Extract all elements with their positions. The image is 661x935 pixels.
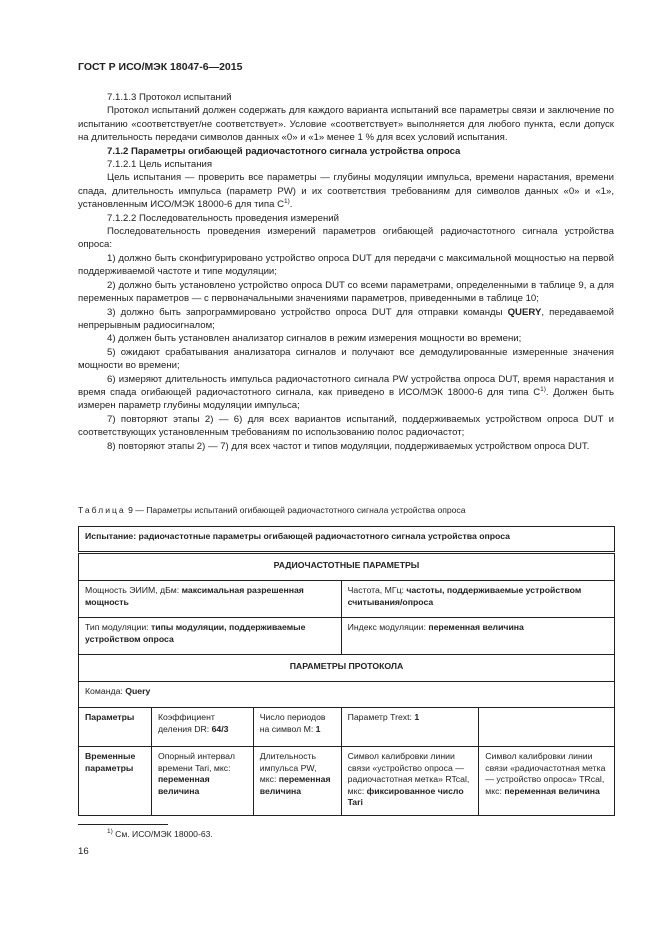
table-cell: Временные параметры [79,747,152,816]
text: 9 — Параметры испытаний огибающей радиочастотного сигнала устройства опроса [125,505,466,515]
section-7-1-2-1: 7.1.2.1 Цель испытания [107,159,213,171]
text: . Должен быть измерен параметр глубины модуляции импульса; [78,386,614,412]
list-item [78,373,614,413]
text: 1 [414,712,420,722]
list-item: 8) повторяют этапы 2) — 7) для всех частот и типов модуляции, поддерживаемых устройством опроса DUT. [107,440,590,452]
table-row [79,655,615,682]
text: переменная величина [504,785,600,796]
table-cell [79,581,342,618]
table-row [79,553,615,581]
text: фиксированное число Tari [347,785,464,807]
text: 3) должно быть запрограммировано устройство опроса DUT для отправки команды [107,306,508,318]
table-cell [341,747,479,816]
table-row [79,747,615,816]
list-item: 1) должно быть сконфигурировано устройство опроса DUT для передачи с максимальной мощностью на первой поддерживаемой частоте и типе модуляции; [78,252,614,278]
table-caption [78,505,466,515]
table-cell [79,682,615,708]
table-cell [253,708,341,747]
text: Символ калибровки линии связи «радиочастотная метка — устройство опроса» TRcal, мкс: [485,751,606,796]
paragraph: Последовательность проведения измерений параметров огибающей радиочастотного сигнала устройства опроса: [78,226,614,251]
text: Мощность ЭИИМ, дБм: [85,585,182,595]
section-7-1-2-2: 7.1.2.2 Последовательность проведения измерений [107,212,339,224]
text: Коэффициент деления DR: [157,712,215,734]
text: Число периодов на символ M: [259,712,326,734]
footnote-ref[interactable]: 1) [284,198,290,206]
table-row [79,527,615,553]
paragraph [78,171,614,211]
footnote-divider [78,824,168,825]
text: Длительность импульса PW, мкс: [259,751,317,784]
section-heading-7-1-2: 7.1.2 Параметры огибающей радиочастотного сигнала устройства опроса [107,145,461,157]
text: частоты, поддерживаемые устройством считывания/опроса [347,585,582,607]
table-row [79,708,615,747]
table-cell: ПАРАМЕТРЫ ПРОТОКОЛА [79,655,615,682]
table-cell: РАДИОЧАСТОТНЫЕ ПАРАМЕТРЫ [79,553,615,581]
paragraph: Протокол испытаний должен содержать для каждого варианта испытаний все параметры связи и заключение по испытанию «соответствует/не соответствует». Условие «соответствует» выполняется для любого пункта, если допуск на длительность передачи символов данных «0» и «1» менее 1 % для всех условий испытания. [78,105,614,144]
table-row [79,581,615,618]
footnote-mark: 1) [107,828,113,836]
table-cell [479,708,615,747]
text: переменная величина [259,774,331,796]
text: 6) измеряют длительность импульса радиочастотного сигнала PW устройства опроса DUT, время нарастания и время спада огибающей радиочастотного сигнала, как приведено в ИСО/МЭК 18000-6 для типа С [78,373,614,398]
document-header: ГОСТ Р ИСО/МЭК 18047-6—2015 [78,61,243,73]
text: Тип модуляции: [85,622,152,632]
list-item: 5) ожидают срабатывания анализатора сигналов и получают все демодулированные измеренные значения мощности во времени; [78,346,614,372]
list-item: 7) повторяют этапы 2) — 6) для всех вариантов испытаний, поддерживаемых устройством опроса DUT и соответствующих установленным требованиям по использованию полос радиочастот; [78,413,614,439]
text: 64/3 [211,723,229,734]
footnote-ref[interactable]: 1) [540,385,546,393]
text: . [289,199,293,211]
text: Команда: [85,686,126,696]
text: QUERY [507,306,542,318]
text: максимальная разрешенная мощность [85,585,304,607]
list-item: 4) должен быть установлен анализатор сигналов в режим измерения мощности во времени; [107,333,522,345]
table-cell [341,708,479,747]
body-text [78,91,614,453]
table-cell [79,618,342,655]
list-item: 2) должно быть установлено устройство опроса DUT со всеми параметрами, определенными в таблице 9, а для переменных параметров — с первоначальными значениями параметров, приведенными в таблице 10; [78,279,614,305]
table-cell [253,747,341,816]
text: Опорный интервал времени Tari, мкс: [157,751,235,773]
table-cell [151,747,253,816]
text: Параметр Trext: [347,712,415,722]
text: типы модуляции, поддерживаемые устройством опроса [85,622,306,644]
text: 1 [315,723,321,734]
text: См. ИСО/МЭК 18000-63. [112,829,213,839]
table-cell [479,747,615,816]
table-cell [341,581,614,618]
table-row [79,682,615,708]
text: переменная величина [157,774,210,796]
table-row [79,618,615,655]
text: , передаваемой непрерывным радиосигналом; [78,306,614,331]
text: переменная величина [428,622,524,632]
text: Символ калибровки линии связи «устройство опроса — радиочастотная метка» RTcal, мкс: [347,751,470,796]
table-cell: Испытание: радиочастотные параметры огибающей радиочастотного сигнала устройства опроса [79,527,615,553]
table-cell [341,618,614,655]
text: Цель испытания — проверить все параметры — глубины модуляции импульса, времени нарастания, времени спада, длительность импульса (параметр PW) и их соответствия требованиям для символов данных «0» и «1», установленным ИСО/МЭК 18000-6 для типа С [78,172,614,211]
text: Таблица [78,505,126,515]
page-number: 16 [78,846,89,857]
text: Индекс модуляции: [347,622,429,632]
table-cell: Параметры [79,708,152,747]
footnote [107,829,213,839]
parameters-table [78,526,615,816]
section-7-1-1-3: 7.1.1.3 Протокол испытаний [107,92,232,103]
table-cell [151,708,253,747]
list-item [78,306,614,333]
text: Частота, МГц: [347,585,407,595]
text: Query [125,686,151,696]
